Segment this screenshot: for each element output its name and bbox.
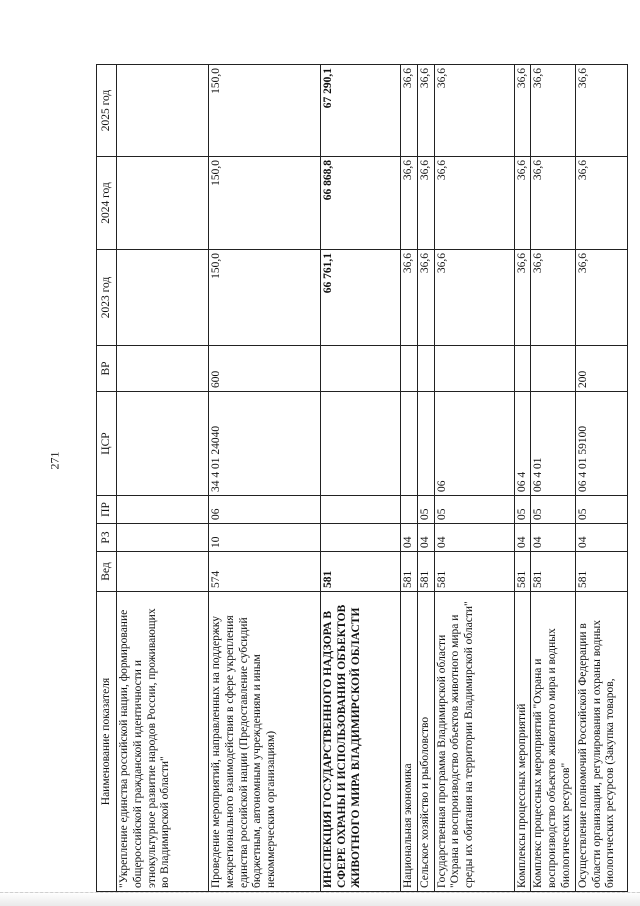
column-header: 2024 год — [97, 157, 117, 250]
page-number: 271 — [47, 451, 62, 470]
row-vr-cell — [117, 346, 209, 392]
scan-edge — [0, 892, 640, 906]
row-rz-cell: 04 — [531, 524, 575, 552]
row-ved-cell: 581 — [321, 552, 401, 592]
row-csr-cell — [321, 392, 401, 496]
row-ved-cell: 581 — [434, 552, 514, 592]
table-row — [209, 65, 321, 892]
row-y2023-cell: 36,6 — [401, 250, 418, 346]
row-y2023-cell: 150,0 — [209, 250, 321, 346]
table-row — [531, 65, 575, 892]
row-y2023-cell: 36,6 — [417, 250, 434, 346]
row-y2025-cell: 150,0 — [209, 65, 321, 157]
row-y2023-cell — [117, 250, 209, 346]
table-row — [575, 65, 627, 892]
row-rz-cell: 04 — [417, 524, 434, 552]
row-csr-cell — [117, 392, 209, 496]
row-rz-cell: 04 — [434, 524, 514, 552]
header-row — [97, 65, 117, 892]
row-name-cell: Национальная экономика — [401, 592, 418, 892]
row-y2024-cell: 36,6 — [531, 157, 575, 250]
row-pr-cell — [401, 496, 418, 524]
row-csr-cell: 06 4 01 59100 — [575, 392, 627, 496]
row-ved-cell: 581 — [401, 552, 418, 592]
row-y2023-cell: 36,6 — [531, 250, 575, 346]
row-vr-cell — [514, 346, 531, 392]
row-y2024-cell: 36,6 — [417, 157, 434, 250]
row-y2025-cell: 36,6 — [575, 65, 627, 157]
row-name-cell: Проведение мероприятий, направленных на поддержку межрегионального взаимодействия в сфере укрепления единства российской нации (Предоставление субсидий бюджетным, автономным учреждениям и иным некоммерческим организациям) — [209, 592, 321, 892]
row-y2023-cell: 36,6 — [514, 250, 531, 346]
rotated-table-container — [96, 65, 617, 892]
row-y2025-cell: 36,6 — [434, 65, 514, 157]
row-vr-cell — [321, 346, 401, 392]
row-vr-cell: 200 — [575, 346, 627, 392]
row-y2025-cell: 36,6 — [531, 65, 575, 157]
row-y2025-cell: 67 290,1 — [321, 65, 401, 157]
table-row — [434, 65, 514, 892]
row-csr-cell: 34 4 01 24040 — [209, 392, 321, 496]
table-row — [514, 65, 531, 892]
row-rz-cell: 04 — [514, 524, 531, 552]
row-y2024-cell: 36,6 — [401, 157, 418, 250]
row-y2024-cell: 66 868,8 — [321, 157, 401, 250]
row-pr-cell: 06 — [209, 496, 321, 524]
row-name-cell: Комплексы процессных мероприятий — [514, 592, 531, 892]
row-csr-cell: 06 — [434, 392, 514, 496]
row-pr-cell: 05 — [417, 496, 434, 524]
row-csr-cell — [401, 392, 418, 496]
row-rz-cell — [321, 524, 401, 552]
row-vr-cell — [434, 346, 514, 392]
table-row — [117, 65, 209, 892]
row-name-cell: Осуществление полномочий Российской Федерации в области организации, регулирования и охраны водных биологических ресурсов (Закупка товаров, — [575, 592, 627, 892]
row-name-cell: "Укрепление единства российской нации, формирование общероссийской гражданской идентичности и этнокультурное развитие народов России, проживающих во Владимирской области" — [117, 592, 209, 892]
row-y2025-cell: 36,6 — [401, 65, 418, 157]
row-y2024-cell — [117, 157, 209, 250]
column-header: ВР — [97, 346, 117, 392]
row-rz-cell: 04 — [575, 524, 627, 552]
row-y2024-cell: 36,6 — [434, 157, 514, 250]
row-csr-cell: 06 4 — [514, 392, 531, 496]
row-rz-cell: 10 — [209, 524, 321, 552]
row-pr-cell: 05 — [531, 496, 575, 524]
row-vr-cell — [417, 346, 434, 392]
row-y2023-cell: 66 761,1 — [321, 250, 401, 346]
column-header: 2025 год — [97, 65, 117, 157]
column-header: РЗ — [97, 524, 117, 552]
row-ved-cell: 574 — [209, 552, 321, 592]
row-pr-cell: 05 — [514, 496, 531, 524]
column-header: Вед — [97, 552, 117, 592]
row-y2024-cell: 36,6 — [514, 157, 531, 250]
row-y2024-cell: 150,0 — [209, 157, 321, 250]
table-row — [417, 65, 434, 892]
column-header: ЦСР — [97, 392, 117, 496]
row-pr-cell — [321, 496, 401, 524]
row-pr-cell — [117, 496, 209, 524]
row-vr-cell — [401, 346, 418, 392]
row-name-cell: Государственная программа Владимирской области "Охрана и воспроизводство объектов животного мира и среды их обитания на территории Владимирской области" — [434, 592, 514, 892]
row-rz-cell: 04 — [401, 524, 418, 552]
row-ved-cell: 581 — [417, 552, 434, 592]
row-csr-cell: 06 4 01 — [531, 392, 575, 496]
table-row — [401, 65, 418, 892]
row-y2024-cell: 36,6 — [575, 157, 627, 250]
row-pr-cell: 05 — [434, 496, 514, 524]
row-name-cell: Сельское хозяйство и рыболовство — [417, 592, 434, 892]
column-header: 2023 год — [97, 250, 117, 346]
row-ved-cell: 581 — [531, 552, 575, 592]
column-header: ПР — [97, 496, 117, 524]
row-ved-cell — [117, 552, 209, 592]
row-ved-cell: 581 — [575, 552, 627, 592]
row-pr-cell: 05 — [575, 496, 627, 524]
row-rz-cell — [117, 524, 209, 552]
row-name-cell: ИНСПЕКЦИЯ ГОСУДАРСТВЕННОГО НАДЗОРА В СФЕРЕ ОХРАНЫ И ИСПОЛЬЗОВАНИЯ ОБЪЕКТОВ ЖИВОТНОГО МИРА ВЛАДИМИРСКОЙ ОБЛАСТИ — [321, 592, 401, 892]
column-header: Наименование показателя — [97, 592, 117, 892]
row-y2025-cell — [117, 65, 209, 157]
row-name-cell: Комплекс процессных мероприятий "Охрана и воспроизводство объектов животного мира и водных биологических ресурсов" — [531, 592, 575, 892]
row-vr-cell: 600 — [209, 346, 321, 392]
budget-table — [96, 64, 628, 892]
row-y2023-cell: 36,6 — [434, 250, 514, 346]
row-ved-cell: 581 — [514, 552, 531, 592]
row-y2025-cell: 36,6 — [417, 65, 434, 157]
row-y2023-cell: 36,6 — [575, 250, 627, 346]
row-y2025-cell: 36,6 — [514, 65, 531, 157]
row-csr-cell — [417, 392, 434, 496]
row-vr-cell — [531, 346, 575, 392]
table-row — [321, 65, 401, 892]
